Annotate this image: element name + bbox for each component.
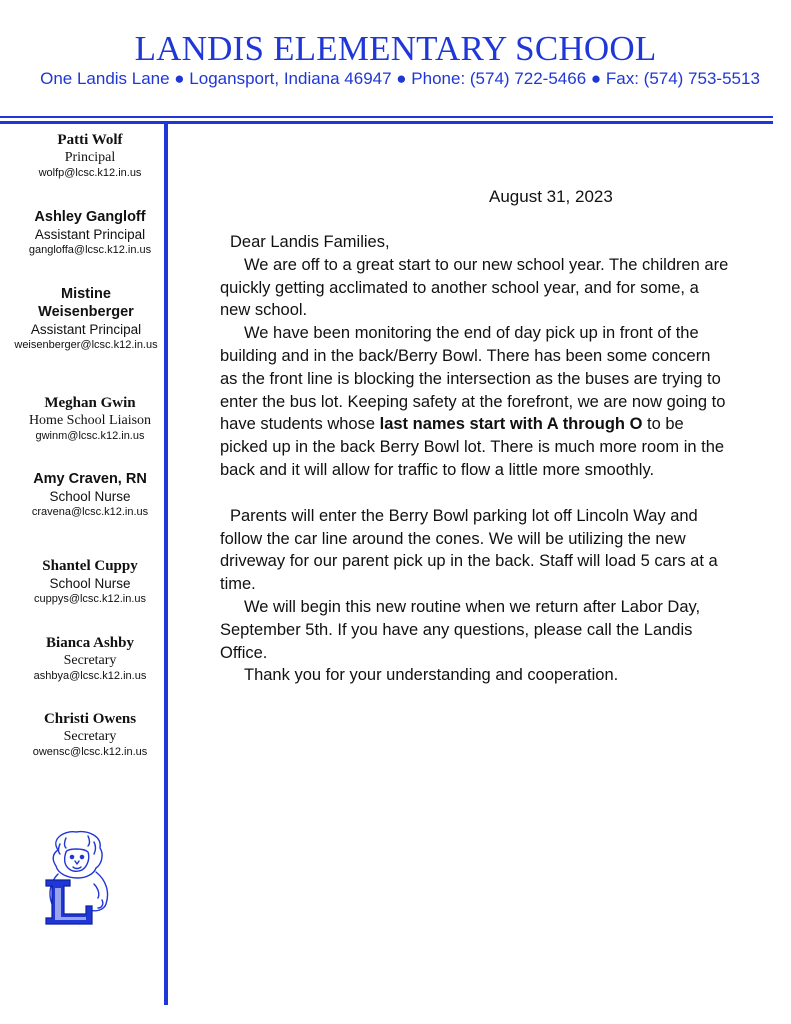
staff-role: Assistant Principal	[30, 322, 142, 337]
staff-email: cuppys@lcsc.k12.in.us	[33, 593, 147, 605]
staff-entry	[8, 710, 172, 760]
letter-date: August 31, 2023	[489, 187, 613, 206]
staff-name: Shantel Cuppy	[42, 558, 138, 574]
letter-body	[220, 231, 730, 687]
school-address: One Landis Lane ● Logansport, Indiana 46947 ● Phone: (574) 722-5466 ● Fax: (574) 753-5513	[40, 69, 760, 88]
emphasis-text: last names start with A through O	[379, 415, 643, 434]
staff-email: cravena@lcsc.k12.in.us	[31, 506, 149, 518]
letter-paragraph: We will begin this new routine when we return after Labor Day, September 5th. If you have any questions, please call the Landis Office.	[220, 597, 701, 662]
staff-email: weisenberger@lcsc.k12.in.us	[14, 339, 158, 351]
staff-email: wolfp@lcsc.k12.in.us	[38, 167, 142, 179]
staff-entry	[8, 634, 172, 684]
staff-role: Home School Liaison	[28, 413, 152, 428]
staff-name: Christi Owens	[43, 711, 137, 727]
letter-closing: Thank you for your understanding and cooperation.	[244, 666, 619, 685]
letter-paragraph: Parents will enter the Berry Bowl parking lot off Lincoln Way and follow the car line around the cones. We will be utilizing the new driveway for our parent pick up in the back. Staff will load 5 cars at a time.	[220, 506, 718, 594]
letter-paragraph	[220, 322, 730, 482]
staff-role: Secretary	[63, 653, 117, 668]
staff-email: gangloffa@lcsc.k12.in.us	[28, 244, 152, 256]
letter-greeting: Dear Landis Families,	[230, 233, 390, 251]
staff-name: Patti Wolf	[57, 132, 123, 148]
staff-name: Mistine Weisenberger	[38, 286, 134, 320]
header-rule-thick	[0, 121, 773, 124]
lion-logo-icon	[36, 828, 120, 928]
staff-name: Bianca Ashby	[46, 635, 134, 651]
school-name: LANDIS ELEMENTARY SCHOOL	[134, 29, 657, 68]
staff-entry	[8, 557, 172, 607]
staff-role: Secretary	[63, 729, 117, 744]
header-rule-thin	[0, 116, 773, 118]
staff-email: owensc@lcsc.k12.in.us	[32, 746, 148, 758]
staff-name: Meghan Gwin	[44, 395, 136, 411]
staff-entry	[8, 131, 172, 181]
staff-name: Amy Craven, RN	[33, 471, 147, 487]
staff-role: School Nurse	[49, 576, 131, 591]
staff-entry	[8, 208, 172, 258]
staff-role: Assistant Principal	[34, 227, 146, 242]
staff-name: Ashley Gangloff	[34, 209, 146, 225]
staff-role: School Nurse	[49, 489, 131, 504]
staff-entry	[12, 285, 160, 353]
paragraph-gap	[220, 482, 730, 505]
staff-email: ashbya@lcsc.k12.in.us	[33, 670, 147, 682]
staff-email: gwinm@lcsc.k12.in.us	[35, 430, 145, 442]
staff-entry	[8, 394, 172, 444]
paragraph-text: to be picked up in the back Berry Bowl lot. There is much more room in the back and it will allow for traffic to flow a little more smoothly.	[220, 415, 725, 479]
staff-role: Principal	[64, 150, 116, 165]
staff-entry	[8, 470, 172, 520]
letter-paragraph: We are off to a great start to our new school year. The children are quickly getting acclimated to another school year, and for some, a new school.	[220, 255, 729, 320]
logo-letter: L	[79, 927, 80, 928]
paragraph-text: We have been monitoring the end of day pick up in front of the building and in the back/Berry Bowl. There has been some concern as the front line is blocking the intersection as the buses are trying to enter the bus lot. Keeping safety at the forefront, we are now going to have students whose	[220, 324, 726, 434]
